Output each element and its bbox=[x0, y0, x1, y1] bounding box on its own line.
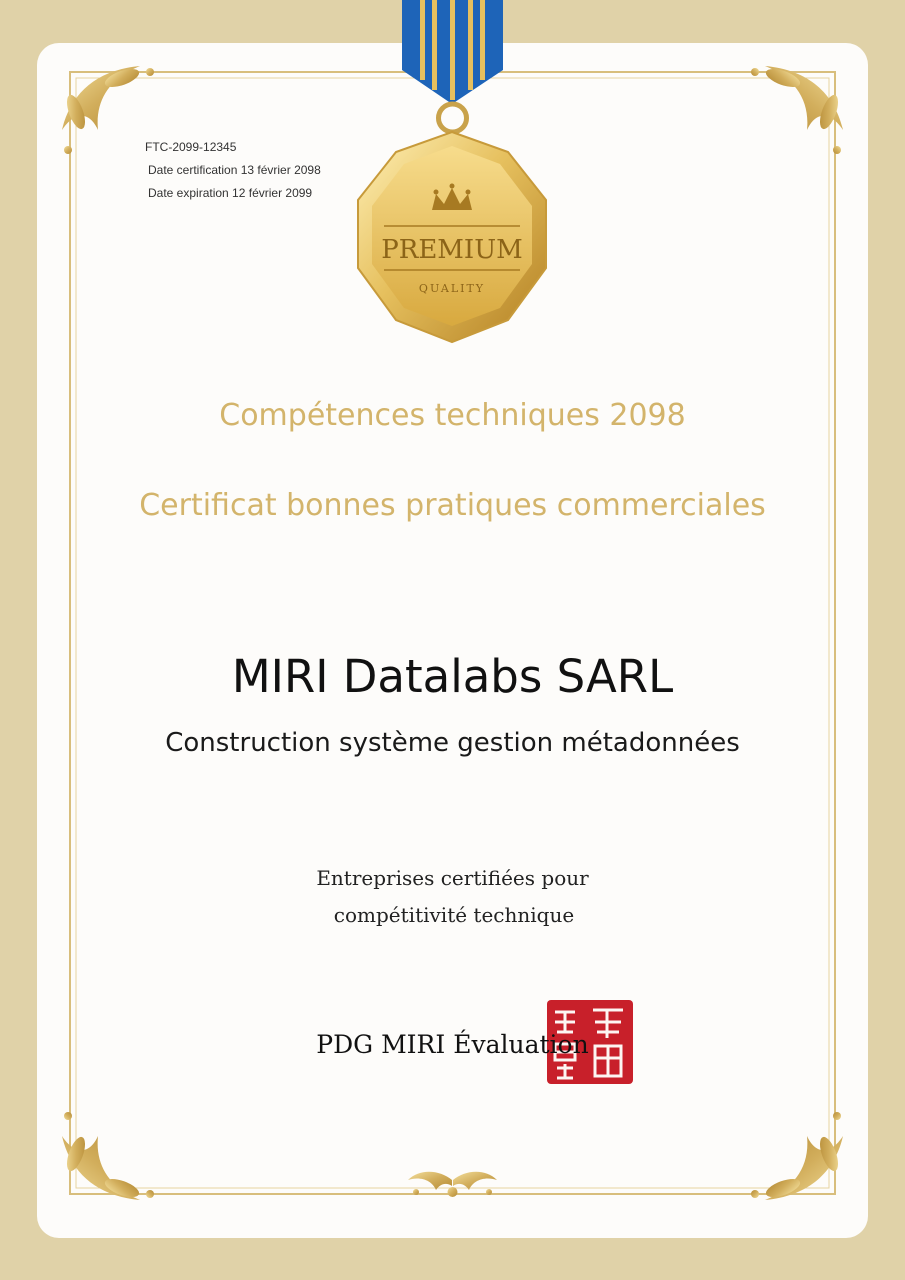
medal-ring bbox=[439, 104, 467, 132]
company-name: MIRI Datalabs SARL bbox=[231, 650, 674, 703]
description-line-1: Entreprises certifiées pour bbox=[316, 866, 589, 890]
expiration-date: Date expiration 12 février 2099 bbox=[148, 186, 313, 200]
description-line-2: compétitivité technique bbox=[333, 903, 575, 927]
medal-label: PREMIUM bbox=[381, 235, 523, 265]
certificate-reference: FTC-2099-12345 bbox=[145, 140, 237, 154]
signatory: PDG MIRI Évaluation bbox=[316, 1030, 589, 1059]
certificate-meta bbox=[145, 136, 321, 205]
medal-sublabel: QUALITY bbox=[418, 282, 486, 295]
certification-date: Date certification 13 février 2098 bbox=[148, 163, 321, 177]
certificate-title: Compétences techniques 2098 bbox=[219, 398, 686, 433]
ribbon bbox=[402, 0, 503, 104]
certification-description bbox=[0, 860, 905, 934]
premium-medal bbox=[340, 0, 565, 350]
project-description: Construction système gestion métadonnées bbox=[165, 728, 740, 758]
certificate-subtitle: Certificat bonnes pratiques commerciales bbox=[139, 488, 766, 523]
